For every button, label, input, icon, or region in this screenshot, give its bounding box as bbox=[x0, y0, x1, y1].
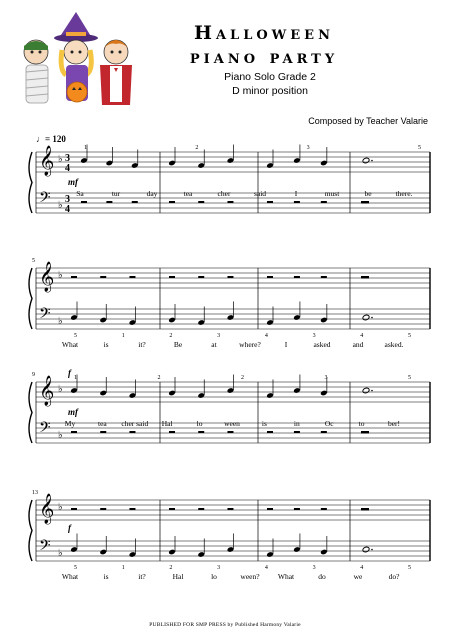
fingering-number: 3 bbox=[312, 565, 316, 571]
fingering-number: 1 bbox=[84, 145, 87, 151]
treble-clef-icon: 𝄞 bbox=[39, 262, 55, 292]
title-line-2: piano party bbox=[189, 46, 339, 68]
rest-mark bbox=[267, 431, 273, 433]
rest-mark bbox=[169, 276, 175, 278]
fingering-number: 3 bbox=[306, 145, 310, 151]
rest-mark bbox=[71, 276, 77, 278]
dynamic-marking: f bbox=[68, 368, 71, 378]
rest-mark bbox=[321, 508, 327, 510]
lyric-syllable: there. bbox=[395, 189, 413, 198]
lyric-syllable: My bbox=[64, 419, 76, 428]
lyric-syllable: cher said bbox=[121, 419, 149, 428]
fingering-number: 5 bbox=[408, 375, 411, 381]
lyric-syllable: is bbox=[103, 340, 109, 349]
fingering-number: 5 bbox=[74, 333, 77, 339]
rest-mark bbox=[129, 431, 135, 433]
lyric-syllable: we bbox=[353, 572, 363, 581]
key-flat-icon: ♭ bbox=[58, 316, 63, 327]
dynamic-marking: f bbox=[68, 523, 71, 533]
lyric-syllable: tea bbox=[183, 189, 193, 198]
lyric-syllable: asked bbox=[313, 340, 331, 349]
key-flat-icon: ♭ bbox=[58, 384, 63, 395]
bass-clef-icon: 𝄢 bbox=[39, 537, 51, 558]
lyric-syllable: lo bbox=[211, 572, 217, 581]
grand-staff-brace bbox=[29, 500, 32, 561]
lyric-syllable: ween? bbox=[240, 572, 260, 581]
rest-mark bbox=[267, 201, 273, 203]
lyric-syllable: I bbox=[284, 340, 288, 349]
lyric-syllable: it? bbox=[138, 572, 146, 581]
time-signature-top: 3 bbox=[65, 153, 70, 164]
lyric-syllable: said bbox=[253, 189, 267, 198]
fingering-number: 3 bbox=[312, 333, 316, 339]
rest-mark bbox=[321, 431, 327, 433]
dot bbox=[371, 549, 373, 551]
rest-mark bbox=[198, 508, 204, 510]
half-note bbox=[362, 387, 370, 394]
fingering-number: 3 bbox=[324, 375, 328, 381]
lyric-syllable: day bbox=[146, 189, 158, 198]
rest-mark bbox=[294, 431, 300, 433]
dynamic-marking: mf bbox=[68, 407, 78, 417]
fingering-number: 2 bbox=[195, 145, 199, 151]
treble-clef-icon: 𝄞 bbox=[39, 146, 55, 176]
key-flat-icon: ♭ bbox=[58, 502, 63, 513]
fingering-number: 5 bbox=[408, 565, 411, 571]
publisher-footer: PUBLISHED FOR SMP PRESS by Published Harmony Valarie bbox=[149, 622, 301, 628]
rest-mark bbox=[227, 431, 233, 433]
rest-mark bbox=[361, 508, 369, 511]
fingering-number: 1 bbox=[74, 375, 77, 381]
rest-mark bbox=[129, 508, 135, 510]
measure-number: 9 bbox=[32, 372, 35, 378]
music-system-4 bbox=[29, 490, 430, 581]
fingering-number: 2 bbox=[157, 375, 161, 381]
fingering-number: 1 bbox=[121, 565, 125, 571]
rest-mark bbox=[100, 508, 106, 510]
key-flat-icon: ♭ bbox=[58, 270, 63, 281]
rest-mark bbox=[198, 276, 204, 278]
rest-mark bbox=[71, 431, 77, 433]
tempo-marking: ♩= 120 bbox=[36, 134, 66, 144]
lyric-syllable: do bbox=[318, 572, 326, 581]
dynamic-marking: mf bbox=[68, 177, 78, 187]
lyric-syllable: where? bbox=[239, 340, 261, 349]
fingering-number: 3 bbox=[217, 333, 221, 339]
lyric-syllable: Be bbox=[173, 340, 183, 349]
fingering-number: 5 bbox=[408, 333, 411, 339]
rest-mark bbox=[361, 431, 369, 434]
rest-mark bbox=[100, 276, 106, 278]
fingering-number: 1 bbox=[121, 333, 125, 339]
treble-clef-icon: 𝄞 bbox=[39, 494, 55, 524]
rest-mark bbox=[361, 276, 369, 279]
lyric-syllable: lo bbox=[196, 419, 203, 428]
dot bbox=[371, 390, 373, 392]
lyric-syllable: to bbox=[358, 419, 365, 428]
rest-mark bbox=[169, 508, 175, 510]
half-note bbox=[362, 546, 370, 553]
rest-mark bbox=[198, 431, 204, 433]
half-note bbox=[362, 314, 370, 321]
key-flat-icon: ♭ bbox=[58, 200, 63, 211]
rest-mark bbox=[294, 508, 300, 510]
fingering-number: 5 bbox=[418, 145, 421, 151]
fingering-number: 3 bbox=[217, 565, 221, 571]
half-note bbox=[362, 157, 370, 164]
rest-mark bbox=[267, 508, 273, 510]
bass-clef-icon: 𝄢 bbox=[39, 305, 51, 326]
lyric-syllable: must bbox=[324, 189, 340, 198]
lyric-syllable: Oc bbox=[324, 419, 334, 428]
lyric-syllable: What bbox=[61, 572, 79, 581]
rest-mark bbox=[361, 201, 369, 204]
grand-staff-brace bbox=[29, 152, 32, 213]
subtitle-grade: Piano Solo Grade 2 bbox=[224, 71, 316, 83]
fingering-number: 2 bbox=[169, 333, 173, 339]
lyric-syllable: at bbox=[211, 340, 217, 349]
music-system-2 bbox=[29, 258, 430, 349]
lyric-syllable: is bbox=[261, 419, 267, 428]
lyric-syllable: it? bbox=[138, 340, 146, 349]
title-line-1: Halloween bbox=[194, 22, 334, 44]
composer-credit: Composed by Teacher Valarie bbox=[308, 116, 428, 126]
lyric-syllable: in bbox=[293, 419, 300, 428]
rest-mark bbox=[169, 201, 175, 203]
grand-staff-brace bbox=[29, 268, 32, 329]
lyric-syllable: is bbox=[103, 572, 109, 581]
measure-number: 5 bbox=[32, 258, 35, 264]
dot bbox=[371, 317, 373, 319]
dot bbox=[371, 160, 373, 162]
time-signature-top: 3 bbox=[65, 194, 70, 205]
lyric-syllable: do? bbox=[388, 572, 400, 581]
time-signature-bottom: 4 bbox=[65, 163, 70, 174]
music-system-1 bbox=[29, 145, 430, 216]
bass-clef-icon: 𝄢 bbox=[39, 189, 51, 210]
rest-mark bbox=[321, 276, 327, 278]
lyric-syllable: Sa bbox=[76, 189, 84, 198]
key-flat-icon: ♭ bbox=[58, 154, 63, 165]
lyric-syllable: and bbox=[352, 340, 364, 349]
rest-mark bbox=[227, 201, 233, 203]
lyric-syllable: Hal bbox=[161, 419, 173, 428]
fingering-number: 2 bbox=[241, 375, 244, 381]
key-flat-icon: ♭ bbox=[58, 430, 63, 441]
lyric-syllable: What bbox=[277, 572, 295, 581]
rest-mark bbox=[71, 508, 77, 510]
rest-mark bbox=[267, 276, 273, 278]
lyric-syllable: ber! bbox=[387, 419, 401, 428]
fingering-number: 4 bbox=[360, 333, 364, 339]
rest-mark bbox=[227, 508, 233, 510]
rest-mark bbox=[100, 431, 106, 433]
rest-mark bbox=[81, 201, 87, 203]
bass-clef-icon: 𝄢 bbox=[39, 419, 51, 440]
rest-mark bbox=[106, 201, 112, 203]
music-system-3 bbox=[29, 368, 430, 443]
rest-mark bbox=[321, 201, 327, 203]
rest-mark bbox=[129, 276, 135, 278]
fingering-number: 4 bbox=[264, 333, 268, 339]
subtitle-position: D minor position bbox=[232, 85, 308, 97]
lyric-syllable: I bbox=[294, 189, 298, 198]
rest-mark bbox=[227, 276, 233, 278]
lyric-syllable: be bbox=[364, 189, 372, 198]
lyric-syllable: ween bbox=[224, 419, 240, 428]
fingering-number: 4 bbox=[264, 565, 268, 571]
key-flat-icon: ♭ bbox=[58, 548, 63, 559]
fingering-number: 4 bbox=[360, 565, 364, 571]
rest-mark bbox=[132, 201, 138, 203]
lyric-syllable: tur bbox=[111, 189, 121, 198]
rest-mark bbox=[294, 276, 300, 278]
rest-mark bbox=[198, 201, 204, 203]
fingering-number: 5 bbox=[74, 565, 77, 571]
measure-number: 13 bbox=[32, 490, 38, 496]
fingering-number: 2 bbox=[169, 565, 173, 571]
rest-mark bbox=[294, 201, 300, 203]
lyric-syllable: asked. bbox=[384, 340, 404, 349]
lyric-syllable: Hal bbox=[172, 572, 184, 581]
rest-mark bbox=[169, 431, 175, 433]
lyric-syllable: tea bbox=[98, 419, 107, 428]
lyric-syllable: What bbox=[61, 340, 79, 349]
lyric-syllable: cher bbox=[217, 189, 231, 198]
grand-staff-brace bbox=[29, 382, 32, 443]
treble-clef-icon: 𝄞 bbox=[39, 376, 55, 406]
time-signature-bottom: 4 bbox=[65, 204, 70, 215]
